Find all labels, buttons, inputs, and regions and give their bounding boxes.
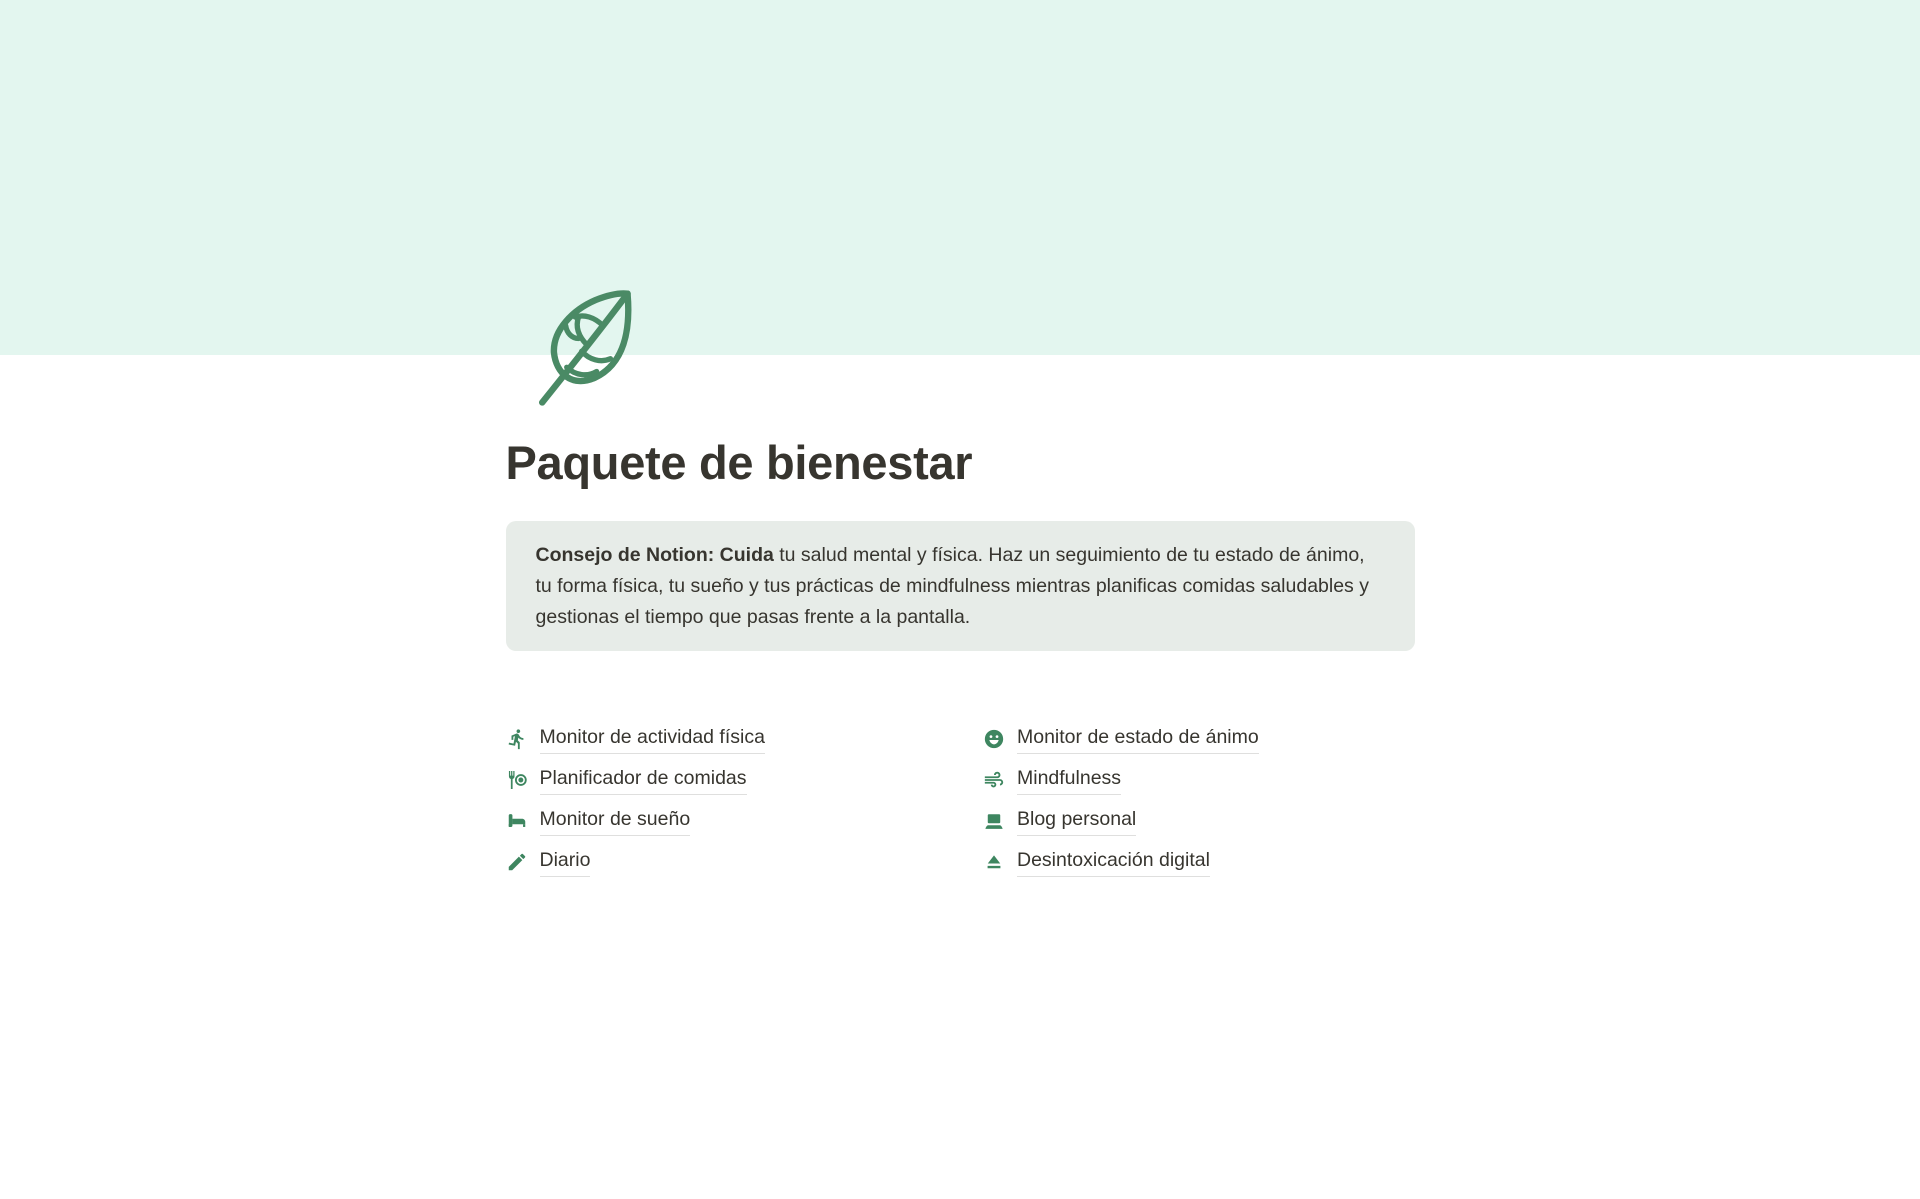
callout-bold-text: Consejo de Notion: Cuida (535, 544, 774, 567)
pen-icon (506, 851, 528, 873)
link-monitor-estado-animo[interactable] (983, 724, 1415, 754)
link-label: Monitor de sueño (540, 807, 691, 835)
link-label: Diario (540, 848, 591, 876)
laptop-icon (983, 810, 1005, 832)
link-mindfulness[interactable] (983, 765, 1415, 795)
smiley-icon (983, 728, 1005, 750)
link-blog-personal[interactable] (983, 806, 1415, 836)
link-planificador-comidas[interactable] (506, 765, 938, 795)
link-monitor-actividad-fisica[interactable] (506, 724, 938, 754)
page-title[interactable]: Paquete de bienestar (505, 436, 973, 489)
link-columns (506, 724, 1415, 888)
eject-icon (983, 851, 1005, 873)
link-label: Desintoxicación digital (1017, 848, 1210, 876)
link-monitor-sueno[interactable] (506, 806, 938, 836)
links-column-left (506, 724, 938, 888)
page-content (506, 283, 1415, 888)
running-icon (506, 728, 528, 750)
link-diario[interactable] (506, 847, 938, 877)
link-label: Monitor de actividad física (540, 725, 765, 753)
links-column-right (983, 724, 1415, 888)
bed-icon (506, 810, 528, 832)
link-label: Planificador de comidas (540, 766, 747, 794)
link-desintoxicacion-digital[interactable] (983, 847, 1415, 877)
meal-icon (506, 769, 528, 791)
link-label: Monitor de estado de ánimo (1017, 725, 1259, 753)
leaf-icon[interactable] (524, 283, 650, 411)
link-label: Blog personal (1017, 807, 1136, 835)
notion-tip-callout (506, 521, 1415, 651)
callout-text: tu salud mental y física. Haz un seguimiento de tu estado de ánimo, tu forma física, tu sueño y tus prácticas de mindfulness mientras planificas comidas saludables y gestionas el tiempo que pasas frente a la pantalla. (535, 544, 1369, 629)
wind-icon (983, 769, 1005, 791)
link-label: Mindfulness (1017, 766, 1121, 794)
